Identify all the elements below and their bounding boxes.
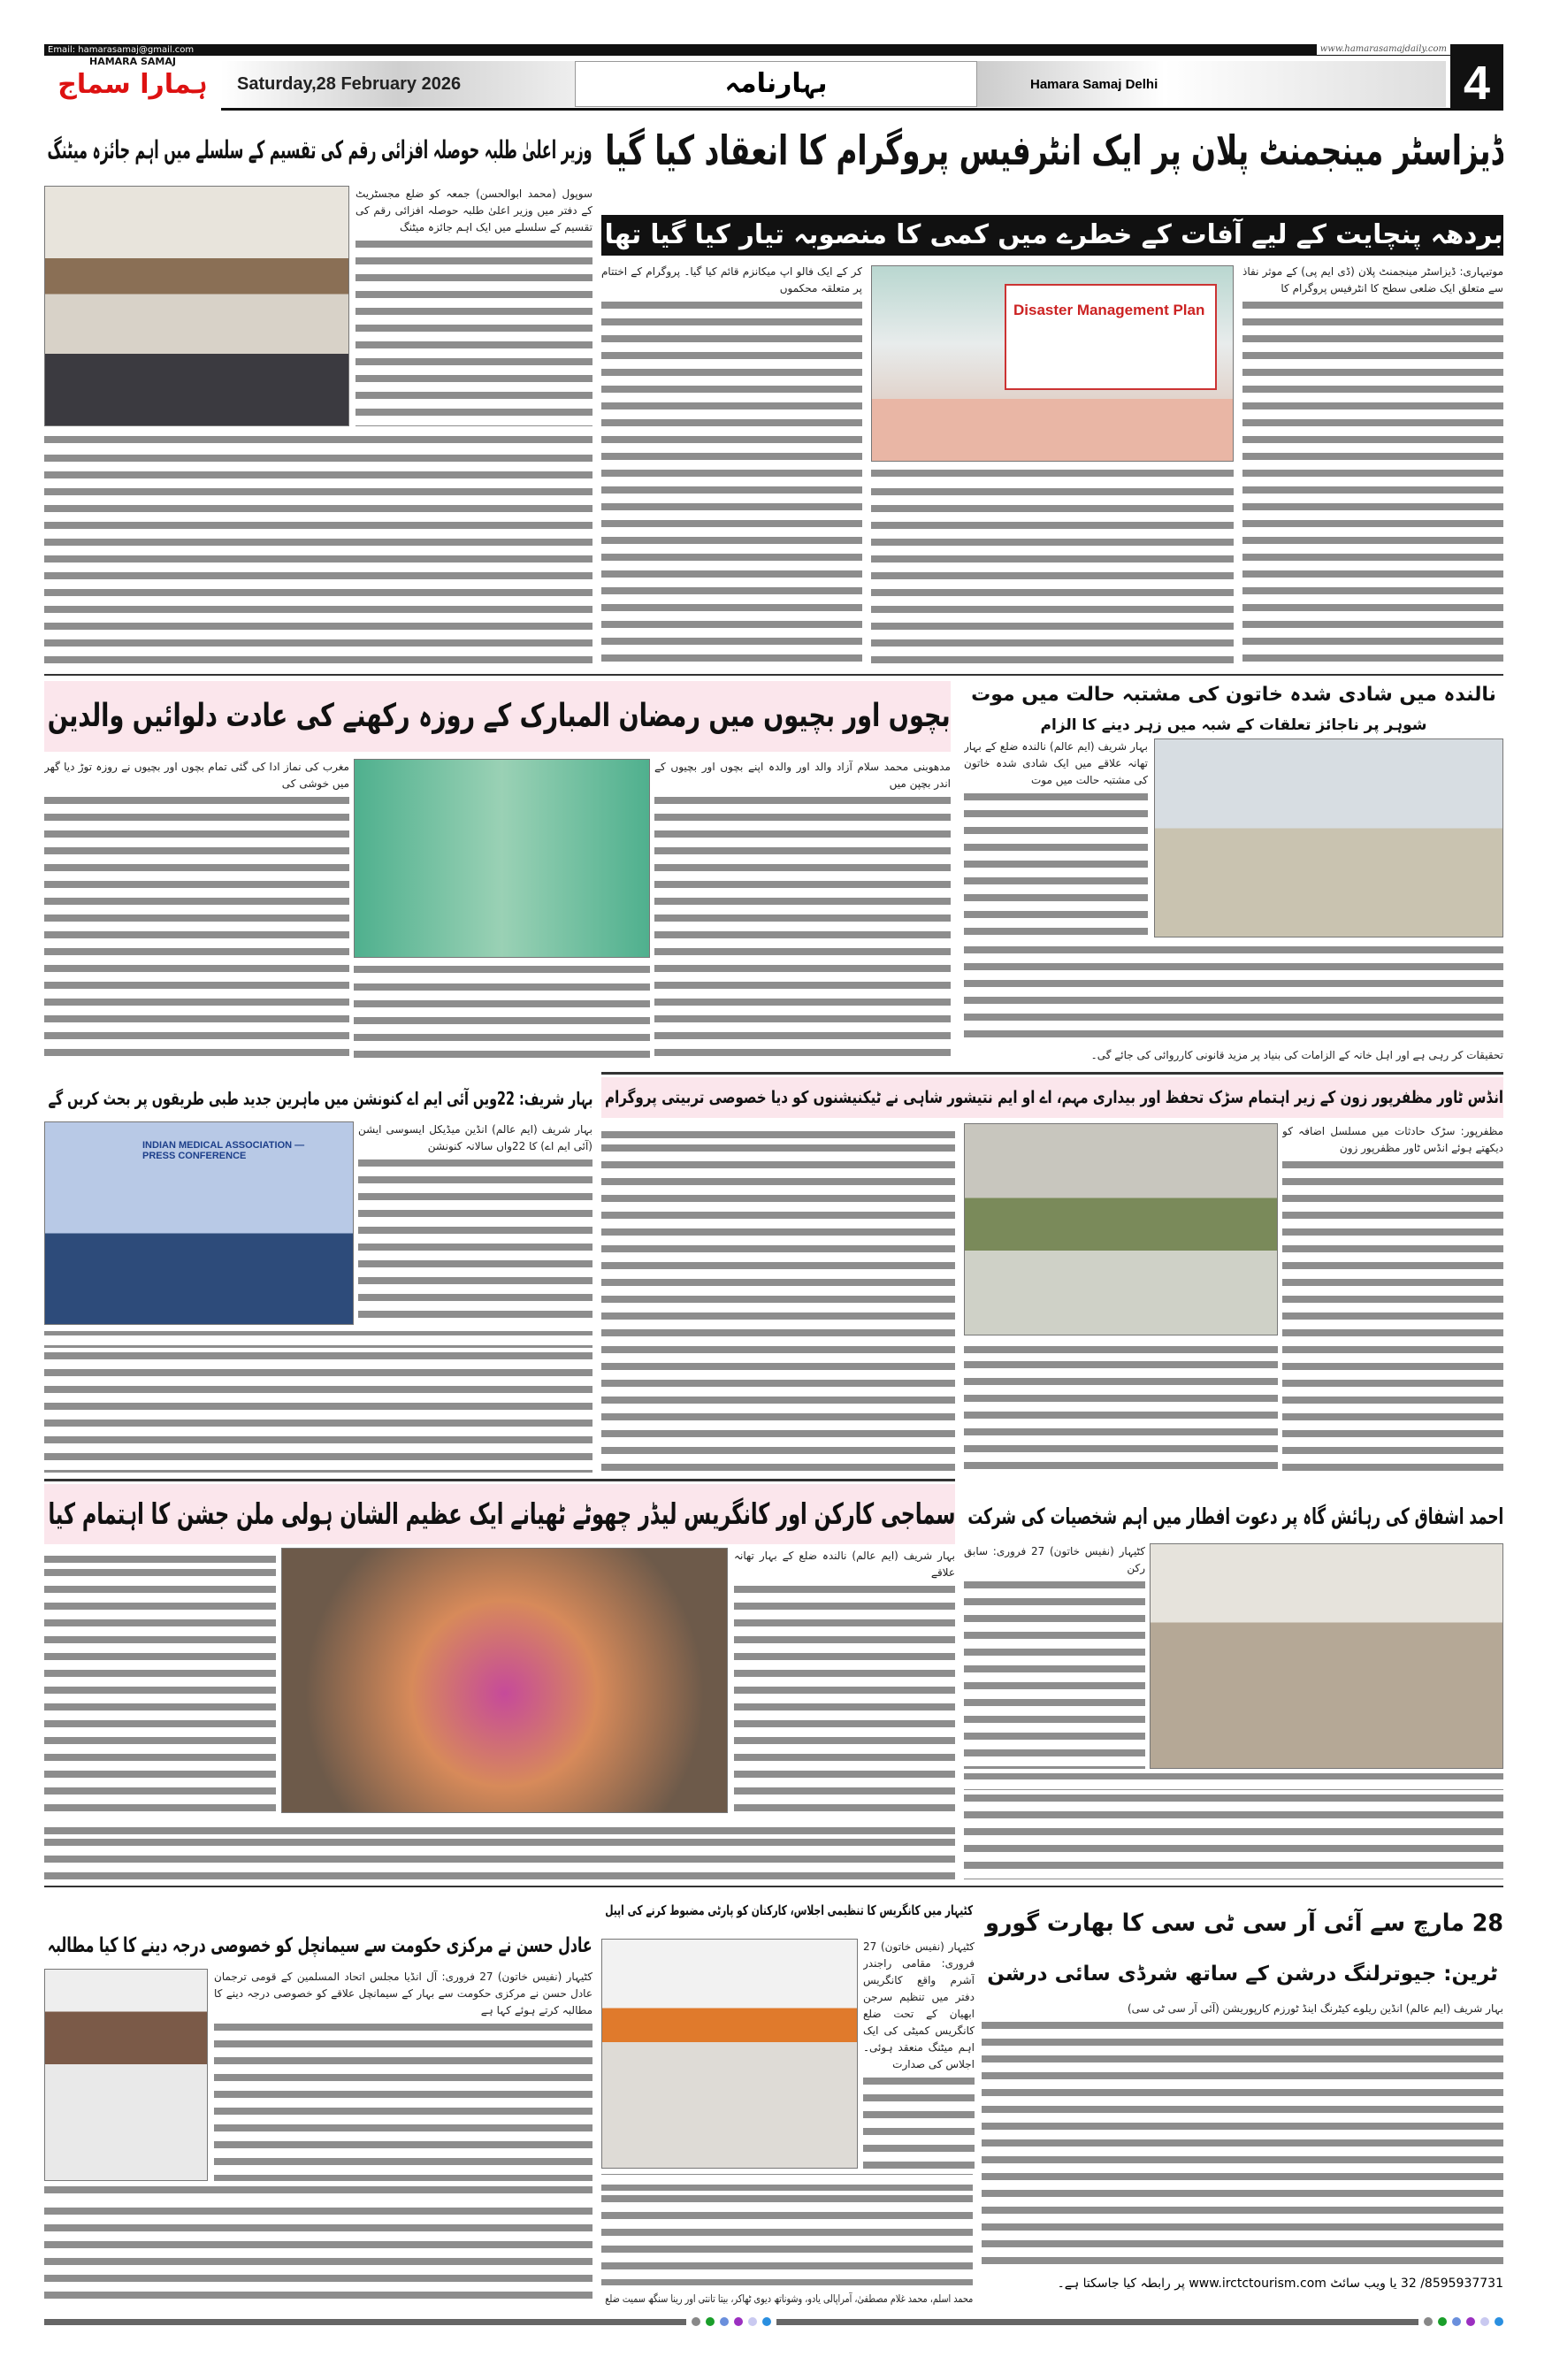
article-body: [964, 942, 1503, 1043]
photo-banner: Disaster Management Plan: [1005, 284, 1217, 390]
article-tail: تحقیقات کر رہی ہے اور اہل خانہ کے الزامات کی بنیاد پر مزید قانونی کارروائی کی جائے گی۔: [964, 1047, 1503, 1064]
divider: [44, 1479, 955, 1481]
article-body: [601, 2174, 973, 2285]
article-body: مدھوبنی محمد سلام آزاد والد اور والدہ اپنے بچوں اور بچیوں کے اندر بچپن میں: [654, 759, 951, 1064]
dot-icon: [748, 2317, 757, 2326]
photo-children: [354, 759, 650, 958]
website-link[interactable]: www.hamarasamajdaily.com: [1317, 43, 1450, 55]
dot-icon: [720, 2317, 729, 2326]
headline-scholarship: وزیر اعلیٰ طلبہ حوصلہ افزائی رقم کی تقسیم کے سلسلے میں اہم جائزہ میٹنگ: [48, 135, 593, 165]
headline-ramadan: بچوں اور بچیوں میں رمضان المبارک کے روزہ رکھنے کی عادت دلوائیں والدین: [44, 681, 951, 752]
article-body: بہار شریف (ایم عالم) انڈین ریلوے کیٹرنگ اینڈ ٹورزم کارپوریشن (آئی آر سی ٹی سی): [982, 2001, 1503, 2269]
footer-ornament: [44, 2317, 1503, 2326]
article-body: [871, 467, 1234, 670]
date: Saturday,28 February 2026: [221, 61, 575, 107]
article-body: [964, 1340, 1278, 1473]
divider: [601, 1072, 1503, 1075]
dot-icon: [762, 2317, 771, 2326]
page-number: 4: [1450, 56, 1503, 111]
article-body: مظفرپور: سڑک حادثات میں مسلسل اضافہ کو دیکھتے ہوئے انڈس ٹاور مظفرپور زون: [1282, 1123, 1503, 1473]
article-body: مغرب کی نماز ادا کی گئی تمام بچوں اور بچیوں نے روزہ توڑ دیا گھر میں خوشی کی: [44, 759, 349, 1064]
top-bar: [44, 44, 1503, 56]
dot-icon: [706, 2317, 715, 2326]
subheadline-disaster: بردھہ پنچایت کے لیے آفات کے خطرے میں کمی کا منصوبہ تیار کیا گیا تھا: [601, 215, 1503, 256]
dot-icon: [1424, 2317, 1433, 2326]
article-body: [354, 962, 650, 1064]
photo-iftar: [1150, 1543, 1503, 1769]
headline-holi: سماجی کارکن اور کانگریس لیڈر چھوٹے ٹھیانے ایک عظیم الشان ہولی ملن جشن کا اہتمام کیا: [44, 1484, 955, 1544]
article-body: بہار شریف (ایم عالم) انڈین میڈیکل ایسوسی ایشن (آئی ایم اے) کا 22واں سالانہ کنونشن: [358, 1121, 593, 1325]
article-tail: محمد اسلم، محمد غلام مصطفیٰ، آمراپالی یادو، وشوناتھ دیوی ٹھاکر، بیتا تانتی اور رینا سنگھ سمیت ضلع: [601, 2291, 973, 2307]
article-body: سوپول (محمد ابوالحسن) جمعہ کو ضلع مجسٹریٹ کے دفتر میں وزیر اعلیٰ طلبہ حوصلہ افزائی رقم کی تقسیم کے سلسلے میں ایک اہم جائزہ میٹنگ: [356, 186, 593, 426]
photo-disaster-meeting: [871, 265, 1234, 462]
headline-road-safety: انڈس ٹاور مظفرپور زون کے زیر اہتمام سڑک تحفظ اور بیداری مہم، اے او ایم نتیشور شاہی نے ٹیکنیشنوں کو دیا خصوصی تربیتی پروگرام: [601, 1077, 1503, 1118]
article-body: بہار شریف (ایم عالم) نالندہ ضلع کے بہار تھانہ علاقے: [734, 1548, 955, 1813]
edition: Hamara Samaj Delhi: [977, 61, 1446, 107]
article-body: کٹیہار (نفیس خاتون) 27 فروری: مقامی راجندر آشرم واقع کانگریس دفتر میں تنظیم سرجن ابھیان کے تحت ضلع کانگریس کمیٹی کی ایک اہم میٹنگ منعقد ہوئی۔ اجلاس کی صدارت: [863, 1939, 975, 2169]
section-title: بہارنامہ: [575, 61, 977, 107]
article-body: [44, 433, 593, 670]
article-body: بہار شریف (ایم عالم) نالندہ ضلع کے بہار تھانہ علاقے میں ایک شادی شدہ خاتون کی مشتبہ حالت میں موت: [964, 738, 1148, 937]
article-body: [964, 1773, 1503, 1879]
headline-disaster: ڈیزاسٹر مینجمنٹ پلان پر ایک انٹرفیس پروگرام کا انعقاد کیا گیا: [605, 126, 1503, 174]
article-body: کر کے ایک فالو اپ میکانزم قائم کیا گیا۔ پروگرام کے اختتام پر متعلقہ محکموں: [601, 264, 862, 670]
subheadline-irctc: ٹرین: جیوترلنگ درشن کے ساتھ شرڈی سائی درشن: [987, 1963, 1498, 1986]
photo-road-safety: [964, 1123, 1278, 1335]
irctc-contact: 8595937731/ 32 یا ویب سائٹ www.irctctourism.com پر رابطہ کیا جاسکتا ہے۔: [1057, 2277, 1503, 2291]
headline-congress-meeting: کٹیہار میں کانگریس کا تنظیمی اجلاس، کارکنان کو پارٹی مضبوط کرنے کی اپیل: [605, 1902, 973, 1918]
logo-text-en: HAMARA SAMAJ: [89, 56, 176, 67]
logo: [44, 56, 221, 111]
divider: [44, 1886, 1503, 1887]
dot-icon: [1438, 2317, 1447, 2326]
article-body: [44, 2186, 593, 2308]
article-body: کٹیہار (نفیس خاتون) 27 فروری: سابق رکن: [964, 1543, 1145, 1769]
headline-adil-hasan: عادل حسن نے مرکزی حکومت سے سیمانچل کو خصوصی درجہ دینے کا کیا مطالبہ: [48, 1934, 593, 1957]
article-body: [601, 1123, 955, 1473]
article-body: موتیہاری: ڈیزاسٹر مینجمنٹ پلان (ڈی ایم پی) کے موثر نفاذ سے متعلق ایک ضلعی سطح کا انٹرفیس پروگرام کا: [1242, 264, 1503, 670]
subheadline-nalanda: شوہر پر ناجائز تعلقات کے شبہ میں زہر دینے کا الزام: [1040, 716, 1427, 734]
photo-banner: INDIAN MEDICAL ASSOCIATION — PRESS CONFERENCE: [142, 1140, 305, 1161]
photo-holi: [281, 1548, 728, 1813]
photo-adil-hasan: [44, 1969, 208, 2181]
divider: [44, 674, 1503, 676]
headline-nalanda: نالندہ میں شادی شدہ خاتون کی مشتبہ حالت میں موت: [971, 684, 1496, 706]
dot-icon: [1480, 2317, 1489, 2326]
dot-icon: [1466, 2317, 1475, 2326]
photo-review-meeting: [44, 186, 349, 426]
photo-congress-meeting: [601, 1939, 858, 2169]
dot-icon: [1495, 2317, 1503, 2326]
dot-icon: [692, 2317, 700, 2326]
email: Email: hamarasamaj@gmail.com: [48, 45, 195, 55]
headline-ima: بہار شریف: 22ویں آئی ایم اے کنونشن میں ماہرین جدید طبی طریقوں پر بحث کریں گے: [48, 1088, 593, 1109]
article-body: [44, 1548, 276, 1813]
headline-iftar: احمد اشفاق کی رہائش گاہ پر دعوت افطار میں اہم شخصیات کی شرکت: [967, 1504, 1503, 1529]
article-body: [44, 1818, 955, 1879]
logo-text-ur: ہمارا سماج: [57, 69, 208, 100]
photo-ima-press-conference: [44, 1121, 354, 1325]
dot-icon: [1452, 2317, 1461, 2326]
article-body: [44, 1331, 593, 1473]
article-body: کٹیہار (نفیس خاتون) 27 فروری: آل انڈیا مجلس اتحاد المسلمین کے قومی ترجمان عادل حسن نے مرکزی حکومت سے بہار کے سیمانچل علاقے کو خصوصی درجہ دینے کا مطالبہ کرتے ہوئے کہا ہے: [214, 1969, 593, 2181]
headline-irctc: 28 مارچ سے آئی آر سی ٹی سی کا بھارت گورو: [985, 1909, 1503, 1937]
dot-icon: [734, 2317, 743, 2326]
masthead: [44, 56, 1503, 111]
photo-nalanda: [1154, 738, 1503, 937]
